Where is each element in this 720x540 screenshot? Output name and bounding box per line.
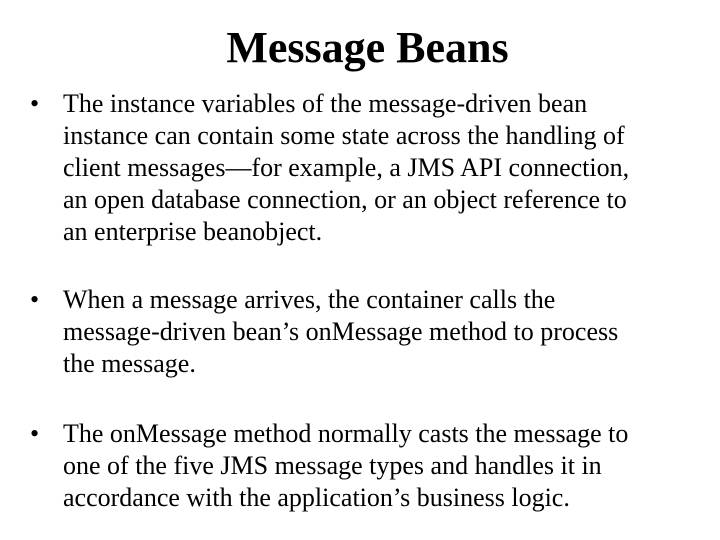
slide-title: Message Beans <box>226 23 509 72</box>
bullet-dot-icon: • <box>30 419 40 448</box>
bullet-dot-icon: • <box>30 285 40 314</box>
bullet-text: The instance variables of the message-driven bean instance can contain some state across the handling of client messages—for example, a JMS API connection, an open database connection, or an object reference to an enterprise beanobject. <box>63 89 630 246</box>
bullet-text: The onMessage method normally casts the message to one of the five JMS message types and handles it in accordance with the application’s business logic. <box>63 419 629 512</box>
bullet-text: When a message arrives, the container calls the message-driven bean’s onMessage method to process the message. <box>63 285 619 378</box>
bullet-dot-icon: • <box>30 89 40 118</box>
